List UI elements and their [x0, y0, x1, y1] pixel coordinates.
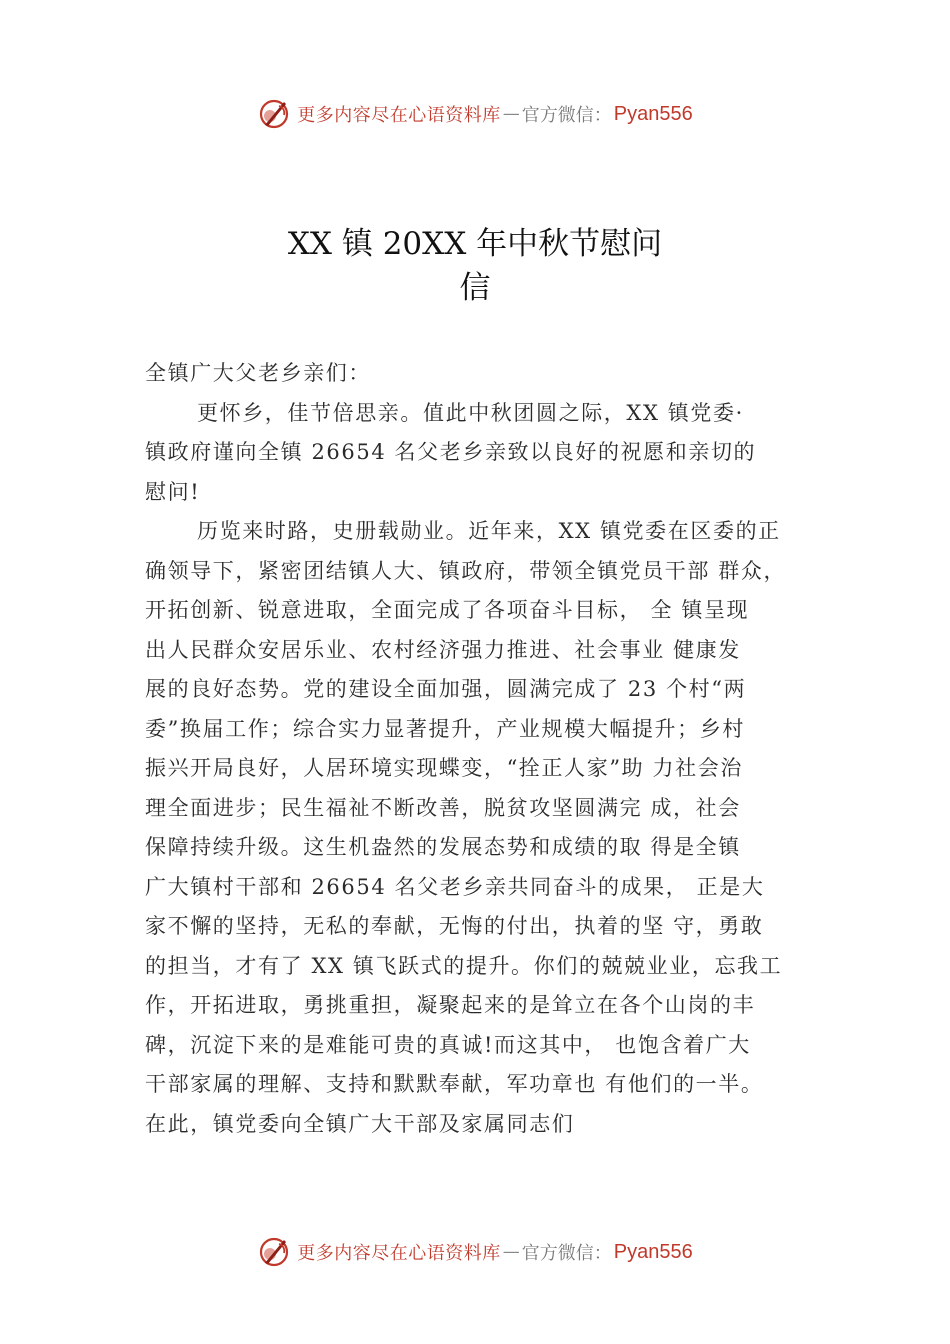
banner-dash: — [502, 1242, 520, 1262]
body-line: 干部家属的理解、支持和默默奉献，军功章也 有他们的一半。 [145, 1072, 764, 1096]
brand-text: 更多内容尽在心语资料库 [297, 1243, 501, 1264]
quill-logo-icon [257, 1235, 291, 1269]
body-line: 作，开拓进取，勇挑重担，凝聚起来的是耸立在各个山岗的丰 [145, 993, 756, 1017]
letter-body [145, 354, 845, 1144]
title-line-1: XX 镇 20XX 年中秋节慰问 [287, 226, 663, 262]
body-line: 慰问! [145, 479, 201, 504]
body-line: 家不懈的坚持，无私的奉献，无悔的付出，执着的坚 守，勇敢 [145, 914, 764, 938]
body-line: 开拓创新、锐意进取，全面完成了各项奋斗目标， 全 镇呈现 [145, 598, 750, 622]
quill-logo-icon [257, 97, 291, 131]
footer-banner [0, 1232, 950, 1272]
body-line: 更怀乡，佳节倍思亲。值此中秋团圆之际，XX 镇党委· [197, 400, 744, 425]
body-line: 碑，沉淀下来的是难能可贵的真诚!而这其中， 也饱含着广大 [145, 1032, 751, 1057]
wechat-label: 官方微信： [521, 105, 612, 126]
body-line: 广大镇村干部和 26654 名父老乡亲共同奋斗的成果， 正是大 [145, 874, 765, 899]
body-line: 确领导下，紧密团结镇人大、镇政府，带领全镇党员干部 群众， [145, 558, 787, 583]
document-title [0, 222, 950, 310]
banner-dash: — [502, 104, 520, 124]
body-line: 镇政府谨向全镇 26654 名父老乡亲致以良好的祝愿和亲切的 [145, 440, 757, 464]
wechat-id: Pyan556 [613, 1240, 693, 1263]
body-line: 出人民群众安居乐业、农村经济强力推进、社会事业 健康发 [145, 637, 741, 662]
body-line: 保障持续升级。这生机盎然的发展态势和成绩的取 得是全镇 [145, 835, 741, 859]
title-line-2: 信 [459, 270, 491, 306]
wechat-label: 官方微信： [521, 1243, 612, 1264]
body-line: 理全面进步；民生福祉不断改善，脱贫攻坚圆满完 成，社会 [145, 795, 741, 820]
body-line: 委”换届工作；综合实力显著提升，产业规模大幅提升；乡村 [145, 716, 745, 741]
salutation: 全镇广大父老乡亲们： [145, 361, 371, 385]
body-line: 振兴开局良好，人居环境实现蝶变，“拴正人家”助 力社会治 [145, 756, 743, 780]
body-line: 历览来时路，史册载勋业。近年来，XX 镇党委在区委的正 [197, 519, 781, 543]
body-line: 的担当，才有了 XX 镇飞跃式的提升。你们的兢兢业业，忘我工 [145, 953, 783, 978]
header-banner [0, 94, 950, 134]
brand-text: 更多内容尽在心语资料库 [297, 105, 501, 126]
body-line: 展的良好态势。党的建设全面加强，圆满完成了 23 个村“两 [145, 677, 747, 701]
wechat-id: Pyan556 [613, 102, 693, 125]
body-line: 在此，镇党委向全镇广大干部及家属同志们 [145, 1111, 575, 1136]
